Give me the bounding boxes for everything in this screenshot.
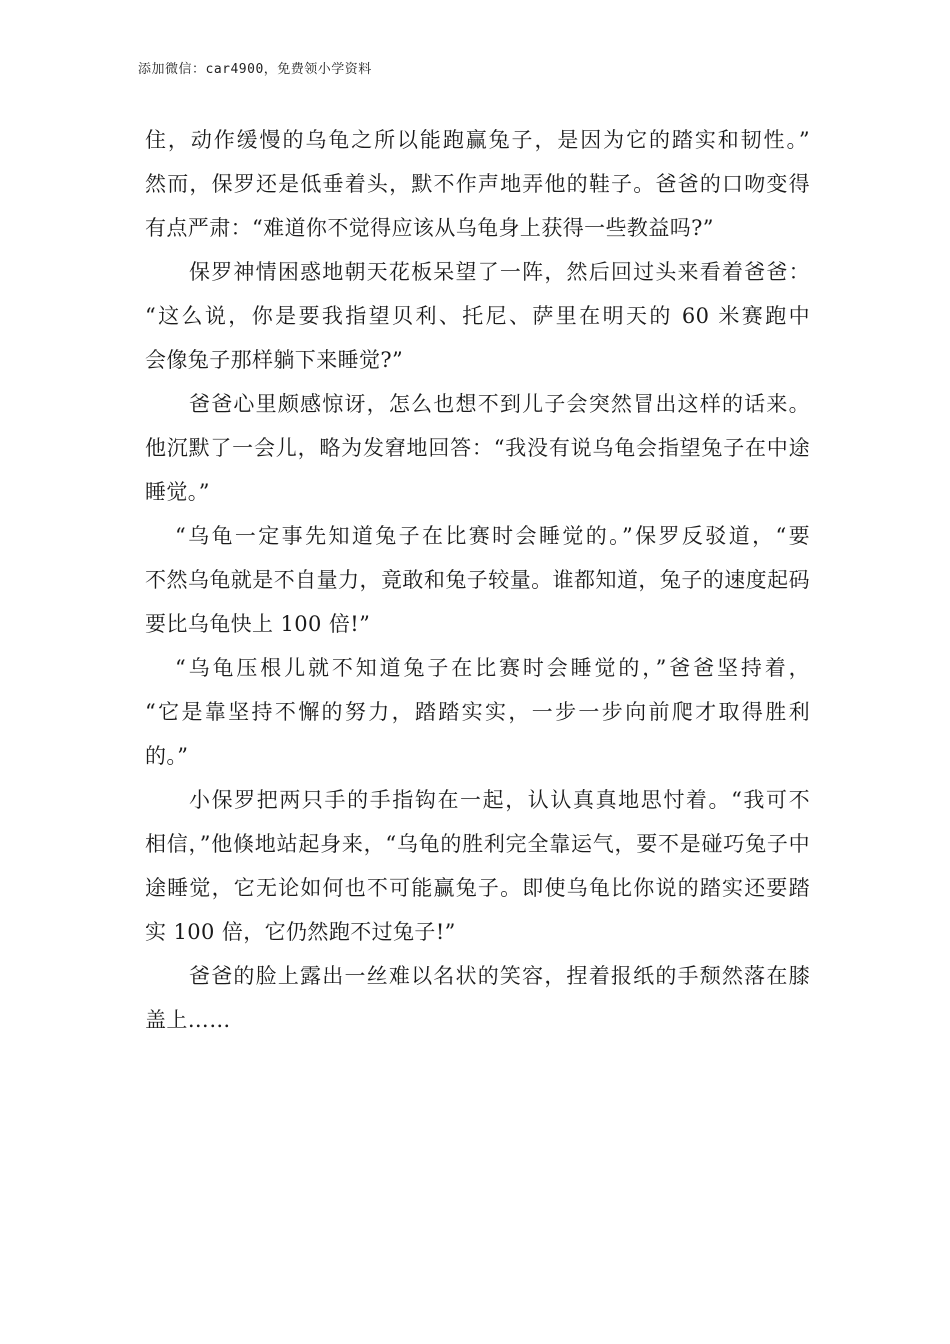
text-line: “乌龟压根儿就不知道兔子在比赛时会睡觉的，”爸爸坚持着， [175, 656, 810, 680]
story-text [145, 118, 810, 1042]
text-line: 的。” [145, 744, 189, 768]
text-line: “这么说，你是要我指望贝利、托尼、萨里在明天的 60 米赛跑中 [145, 304, 810, 328]
text-line: 不然乌龟就是不自量力，竟敢和兔子较量。谁都知道，兔子的速度起码 [145, 568, 810, 592]
text-line: 他沉默了一会儿，略为发窘地回答：“我没有说乌龟会指望兔子在中途 [145, 436, 810, 460]
text-line: 保罗神情困惑地朝天花板呆望了一阵，然后回过头来看着爸爸： [189, 260, 810, 284]
text-line: 盖上…… [145, 1008, 231, 1032]
text-line: 然而，保罗还是低垂着头，默不作声地弄他的鞋子。爸爸的口吻变得 [145, 172, 810, 196]
text-line: 相信，”他倏地站起身来，“乌龟的胜利完全靠运气，要不是碰巧兔子中 [145, 832, 810, 856]
page-header-note: 添加微信：car4900，免费领小学资料 [138, 62, 372, 77]
text-line: 睡觉。” [145, 480, 210, 504]
text-line: “乌龟一定事先知道兔子在比赛时会睡觉的。”保罗反驳道，“要 [175, 524, 810, 548]
text-line: 实 100 倍，它仍然跑不过兔子!” [145, 920, 456, 944]
text-line: 住，动作缓慢的乌龟之所以能跑赢兔子，是因为它的踏实和韧性。” [145, 128, 810, 152]
text-line: “它是靠坚持不懈的努力，踏踏实实，一步一步向前爬才取得胜利 [145, 700, 810, 724]
text-line: 小保罗把两只手的手指钩在一起，认认真真地思忖着。“我可不 [189, 788, 810, 812]
text-line: 会像兔子那样躺下来睡觉?” [145, 348, 404, 372]
text-line: 有点严肃：“难道你不觉得应该从乌龟身上获得一些教益吗?” [145, 216, 714, 240]
text-line: 要比乌龟快上 100 倍!” [145, 612, 371, 636]
text-line: 爸爸的脸上露出一丝难以名状的笑容，捏着报纸的手颓然落在膝 [189, 964, 810, 988]
text-line: 途睡觉，它无论如何也不可能赢兔子。即使乌龟比你说的踏实还要踏 [145, 876, 810, 900]
text-line: 爸爸心里颇感惊讶，怎么也想不到儿子会突然冒出这样的话来。 [189, 392, 810, 416]
